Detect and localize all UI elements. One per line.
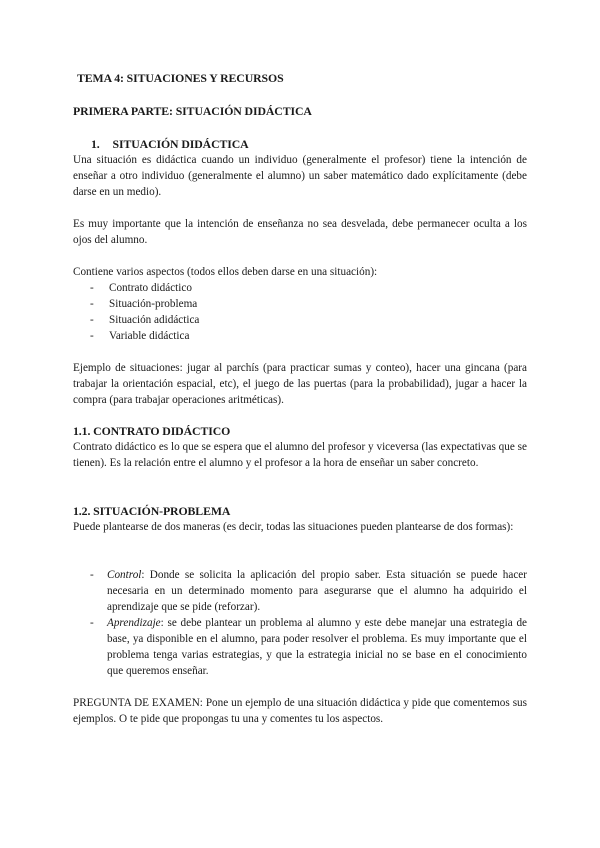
list-item: - Situación adidáctica	[90, 314, 200, 326]
list-item: - Situación-problema	[90, 298, 198, 310]
section-1-paragraph-3: Contiene varios aspectos (todos ellos deben darse en una situación):	[73, 266, 378, 278]
control-term: Control	[107, 569, 142, 581]
section-1-1-paragraph: Contrato didáctico es lo que se espera que el alumno del profesor y viceversa (las expectativas que se tienen). Es la relación entre el alumno y el profesor a la hora de enseñar un saber concreto.	[73, 441, 527, 469]
section-1-paragraph-4: Ejemplo de situaciones: jugar al parchís (para practicar sumas y conteo), hacer una gincana (para trabajar la orientación espacial, etc), el juego de las puertas (para la probabilidad), jugar a hacer la compra (para trabajar operaciones aritméticas).	[73, 362, 527, 406]
situation-type-control: - Control: Donde se solicita la aplicación del propio saber. Esta situación se puede hacer necesaria en un determinado momento para asegurarse que el alumno ha adquirido el aprendizaje que se pide (reforzar).	[90, 569, 527, 613]
list-item: - Variable didáctica	[90, 330, 190, 342]
section-1-title: SITUACIÓN DIDÁCTICA	[112, 137, 249, 151]
control-description: : Donde se solicita la aplicación del propio saber. Esta situación se puede hacer necesaria en un determinado momento para asegurarse que el alumno ha adquirido el aprendizaje que se pide (reforzar).	[107, 569, 527, 613]
section-1-2-heading: 1.2. SITUACIÓN-PROBLEMA	[73, 504, 231, 518]
document-title: TEMA 4: SITUACIONES Y RECURSOS	[77, 71, 284, 85]
exam-question: PREGUNTA DE EXAMEN: Pone un ejemplo de una situación didáctica y pide que comentemos sus ejemplos. O te pide que propongas tu una y comentes tu los aspectos.	[73, 697, 527, 725]
situation-type-aprendizaje: - Aprendizaje: se debe plantear un problema al alumno y este debe manejar una estrategia de base, ya disponible en el alumno, para poder resolver el problema. Es muy importante que el problema tenga varias estrategias, y que la estrategia inicial no se base en el conocimiento que queremos enseñar.	[90, 617, 527, 677]
section-1-2-intro: Puede plantearse de dos maneras (es decir, todas las situaciones pueden plantearse de dos formas):	[73, 521, 514, 533]
section-1-paragraph-1: Una situación es didáctica cuando un individuo (generalmente el profesor) tiene la intención de enseñar a otro individuo (generalmente el alumno) un saber matemático dado explícitamente (debe darse en un medio).	[73, 154, 527, 198]
section-1-1-heading: 1.1. CONTRATO DIDÁCTICO	[73, 424, 231, 438]
section-1-heading	[91, 136, 545, 152]
part-title: PRIMERA PARTE: SITUACIÓN DIDÁCTICA	[73, 104, 312, 118]
section-1-paragraph-2: Es muy importante que la intención de enseñanza no sea desvelada, debe permanecer oculta a los ojos del alumno.	[73, 218, 527, 246]
aspects-list	[90, 280, 530, 344]
list-item: - Contrato didáctico	[90, 282, 192, 294]
aprendizaje-description: : se debe plantear un problema al alumno y este debe manejar una estrategia de base, ya disponible en el alumno, para poder resolver el problema. Es muy importante que el problema tenga varias estrategias, y que la estrategia inicial no se base en el conocimiento que queremos enseñar.	[107, 617, 527, 677]
section-1-number: 1.	[91, 137, 100, 151]
aprendizaje-term: Aprendizaje	[107, 617, 161, 629]
